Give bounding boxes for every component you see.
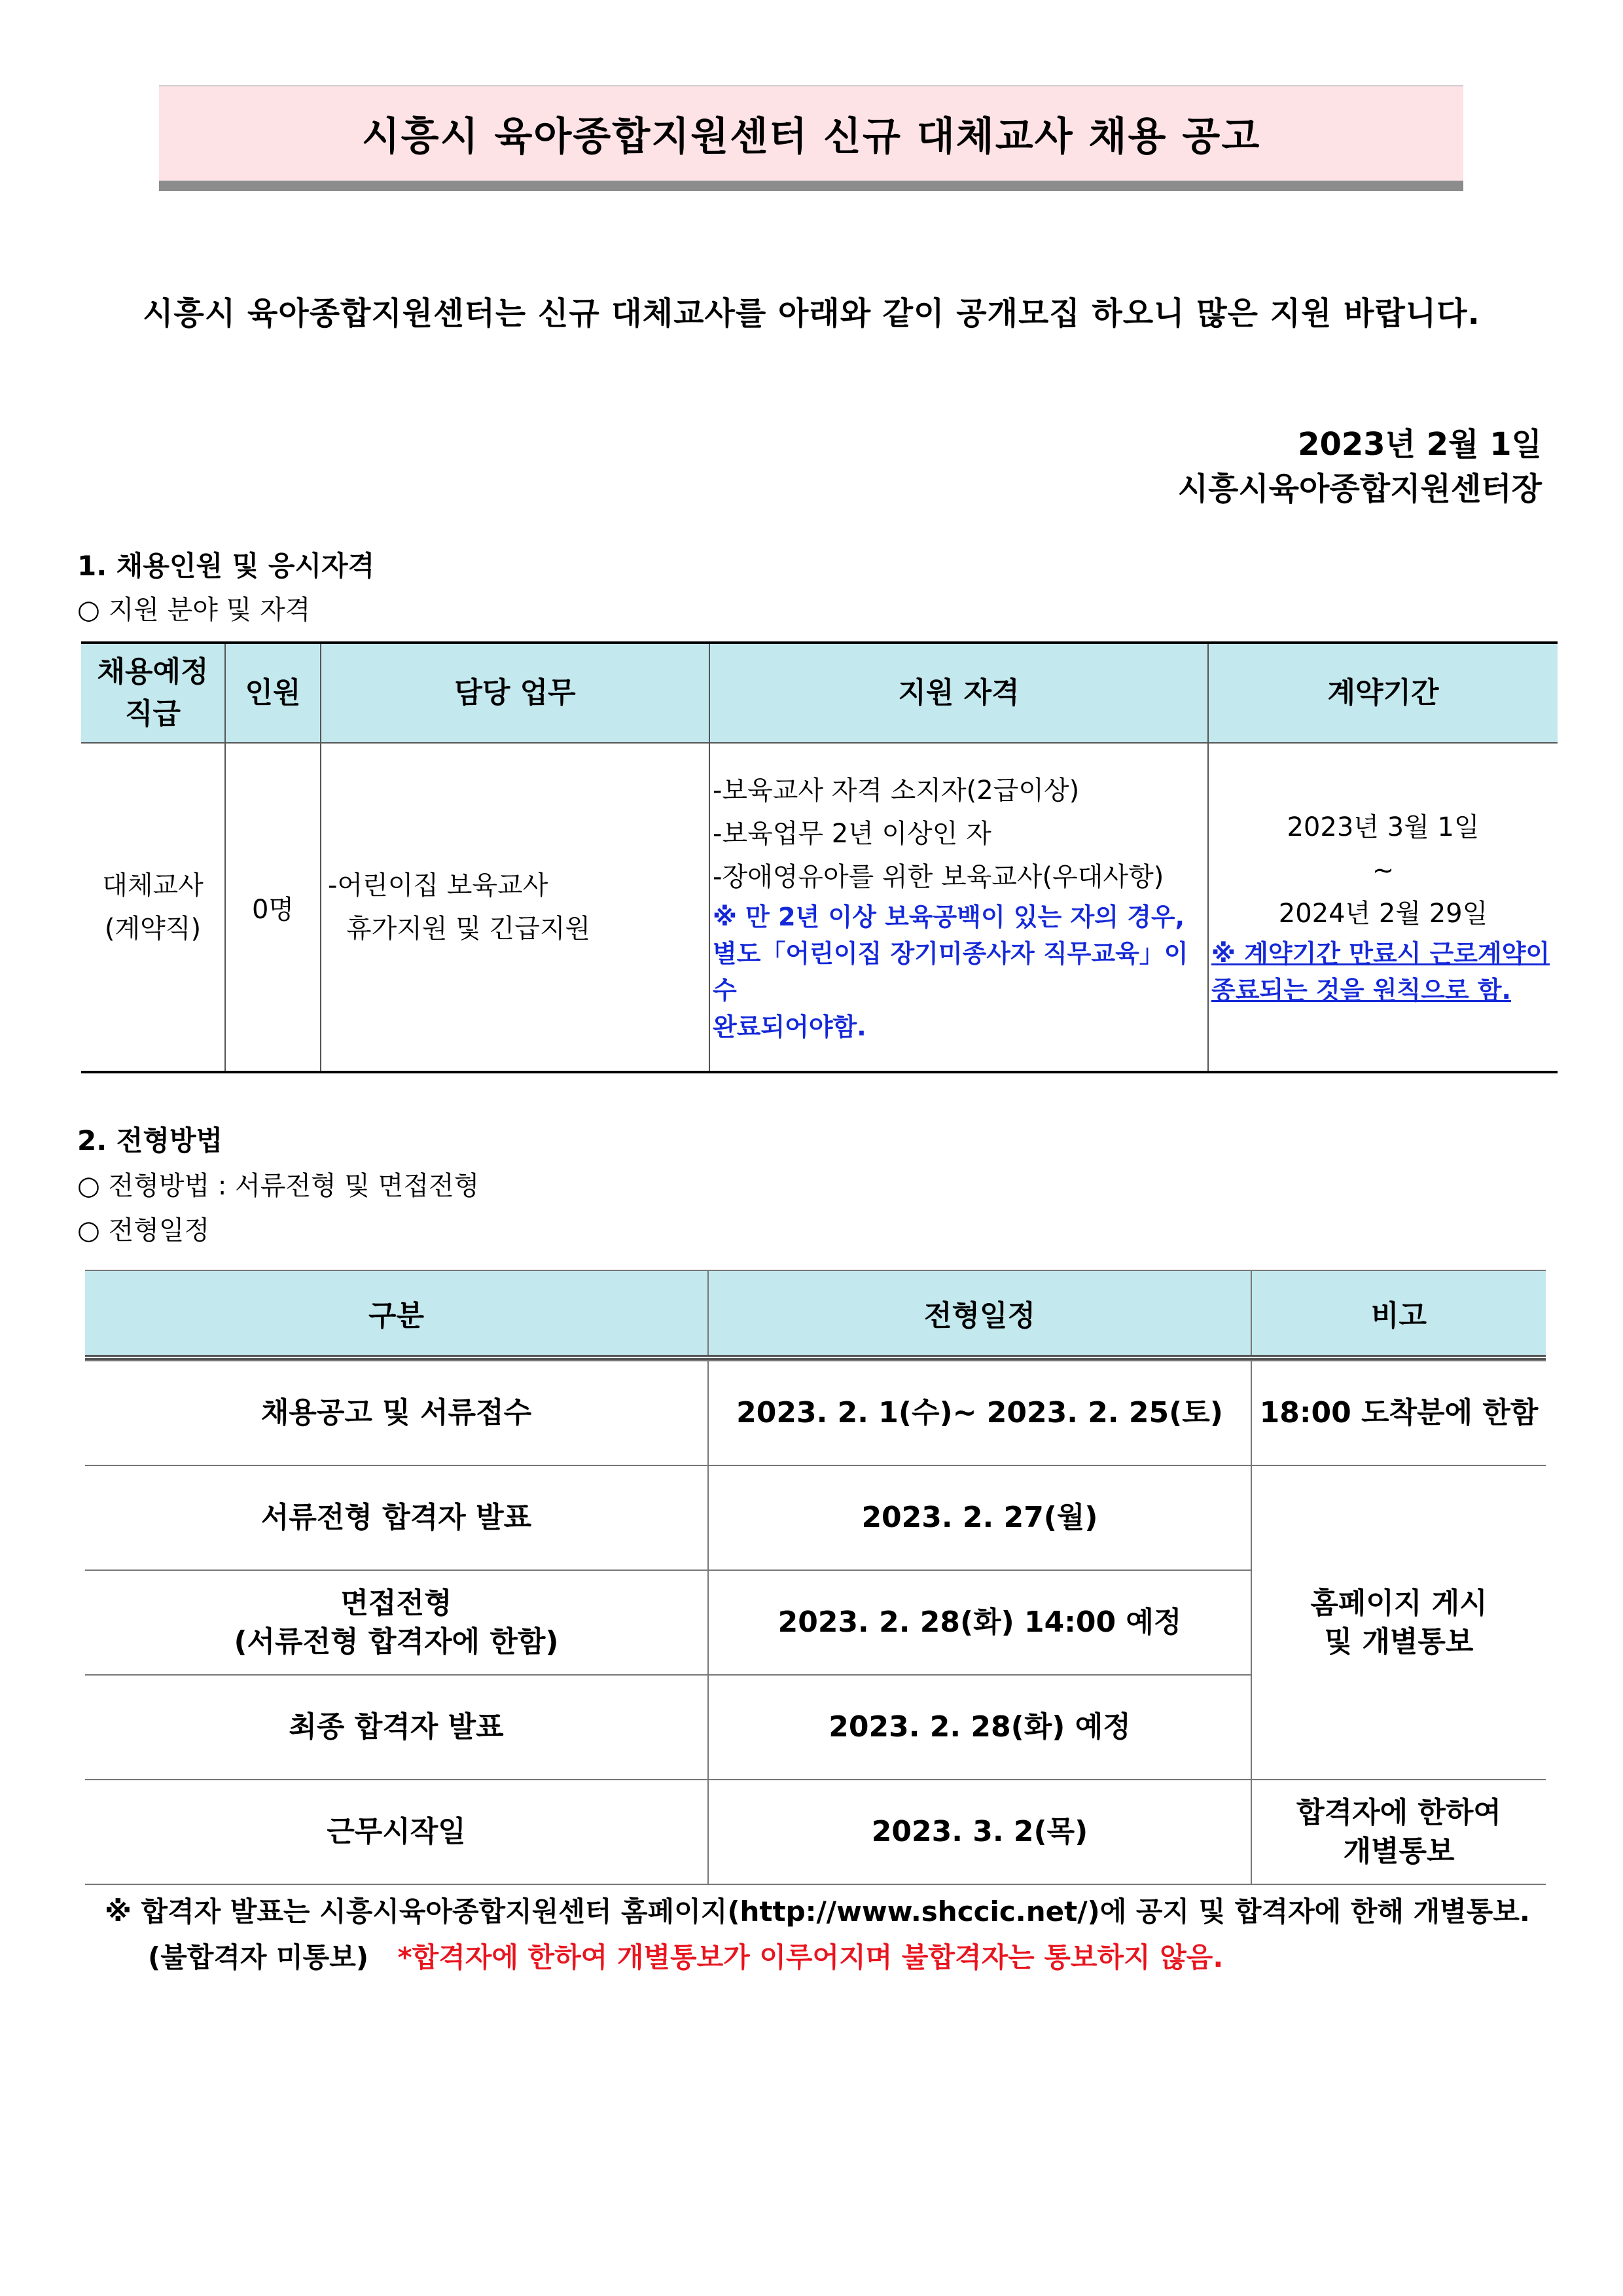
qualification-row [81, 743, 1558, 1072]
schedule-row [85, 1361, 1546, 1465]
header-grade-part: 직급 [124, 697, 181, 730]
row5-note [1251, 1780, 1546, 1884]
row2-schedule: 2023. 2. 27(월) [708, 1465, 1251, 1570]
schedule-header-row [85, 1270, 1546, 1357]
section1-heading: 1. 채용인원 및 응시자격 [77, 550, 375, 582]
section2-sub2: ○ 전형일정 [77, 1215, 210, 1246]
row1-schedule: 2023. 2. 1(수)~ 2023. 2. 25(토) [708, 1361, 1251, 1465]
intro-text: 시흥시 육아종합지원센터는 신규 대체교사를 아래와 같이 공개모집 하오니 많은 지원 바랍니다. [143, 295, 1480, 332]
row5-name: 근무시작일 [85, 1780, 708, 1884]
cell-grade [81, 743, 225, 1072]
row1-note: 18:00 도착분에 한함 [1251, 1361, 1546, 1465]
qual-note-line1: ※ 만 2년 이상 보육공백이 있는 자의 경우, [713, 903, 1185, 931]
cell-contract [1208, 743, 1558, 1072]
qual-note-line2: 별도「어린이집 장기미종사자 직무교육」이수 [713, 939, 1188, 1005]
qual-line-3: -장애영유아를 위한 보육교사(우대사항) [713, 862, 1164, 892]
row1-name: 채용공고 및 서류접수 [85, 1361, 708, 1465]
issuer-name: 시흥시육아종합지원센터장 [1177, 471, 1542, 507]
section2-heading: 2. 전형방법 [77, 1124, 223, 1157]
contract-note-line1: ※ 계약기간 만료시 근로계약이 [1211, 939, 1550, 968]
contract-start: 2023년 3월 1일 [1287, 812, 1480, 842]
section2-sub1: ○ 전형방법 : 서류전형 및 면접전형 [77, 1171, 480, 1201]
qual-line-2: -보육업무 2년 이상인 자 [713, 819, 991, 849]
qualification-table [81, 641, 1558, 1073]
contract-tilde: ~ [1372, 855, 1395, 886]
header-category: 구분 [85, 1270, 708, 1357]
contract-note-line2: 종료되는 것을 원칙으로 함. [1211, 976, 1511, 1005]
header-count: 인원 [225, 643, 321, 743]
header-qualification: 지원 자격 [709, 643, 1208, 743]
merged-note-line2: 및 개별통보 [1324, 1625, 1474, 1659]
row3-name-line1: 면접전형 [340, 1586, 452, 1620]
notice-date: 2023년 2월 1일 [1298, 426, 1542, 463]
header-remark: 비고 [1251, 1270, 1546, 1357]
qual-line-1: -보육교사 자격 소지자(2급이상) [713, 776, 1080, 806]
merged-note-line1: 홈페이지 게시 [1310, 1586, 1488, 1620]
cell-qualification [709, 743, 1208, 1072]
schedule-row [85, 1780, 1546, 1884]
section1-sub: ○ 지원 분야 및 자격 [77, 595, 311, 625]
footer-note-red: *합격자에 한하여 개별통보가 이루어지며 불합격자는 통보하지 않음. [397, 1941, 1224, 1973]
row2-name: 서류전형 합격자 발표 [85, 1465, 708, 1570]
page-title: 시흥시 육아종합지원센터 신규 대체교사 채용 공고 [361, 114, 1261, 160]
header-duty: 담당 업무 [321, 643, 709, 743]
row4-name: 최종 합격자 발표 [85, 1675, 708, 1780]
cell-duty [321, 743, 709, 1072]
row5-note-line2: 개별통보 [1343, 1835, 1455, 1868]
schedule-row [85, 1465, 1546, 1570]
row3-name [85, 1570, 708, 1675]
row5-note-line1: 합격자에 한하여 [1296, 1795, 1501, 1829]
title-banner [159, 85, 1463, 191]
header-grade [81, 643, 225, 743]
row4-schedule: 2023. 2. 28(화) 예정 [708, 1675, 1251, 1780]
qual-note-line3: 완료되어야함. [713, 1013, 866, 1041]
header-grade-part: 채용예정 [97, 655, 209, 689]
duty-line2: 휴가지원 및 긴급지원 [346, 914, 591, 944]
header-contract: 계약기간 [1208, 643, 1558, 743]
footer-note-black: (불합격자 미통보) [148, 1941, 369, 1973]
merged-note-cell [1251, 1465, 1546, 1780]
row3-name-line2: (서류전형 합격자에 한함) [234, 1625, 559, 1659]
cell-count: 0명 [225, 743, 321, 1072]
qualification-header-row [81, 643, 1558, 743]
contract-end: 2024년 2월 29일 [1278, 899, 1488, 929]
footer-note-line1: ※ 합격자 발표는 시흥시육아종합지원센터 홈페이지(http://www.shccic.net/)에 공지 및 합격자에 한해 개별통보. [105, 1895, 1530, 1928]
header-schedule: 전형일정 [708, 1270, 1251, 1357]
footer-note-line2 [148, 1936, 1223, 1975]
duty-line1: -어린이집 보육교사 [328, 870, 548, 901]
schedule-table [85, 1270, 1546, 1885]
grade-line1: 대체교사 [102, 870, 204, 901]
row5-schedule: 2023. 3. 2(목) [708, 1780, 1251, 1884]
header-grade-text [81, 651, 224, 735]
grade-line2: (계약직) [104, 914, 202, 944]
row3-schedule: 2023. 2. 28(화) 14:00 예정 [708, 1570, 1251, 1675]
